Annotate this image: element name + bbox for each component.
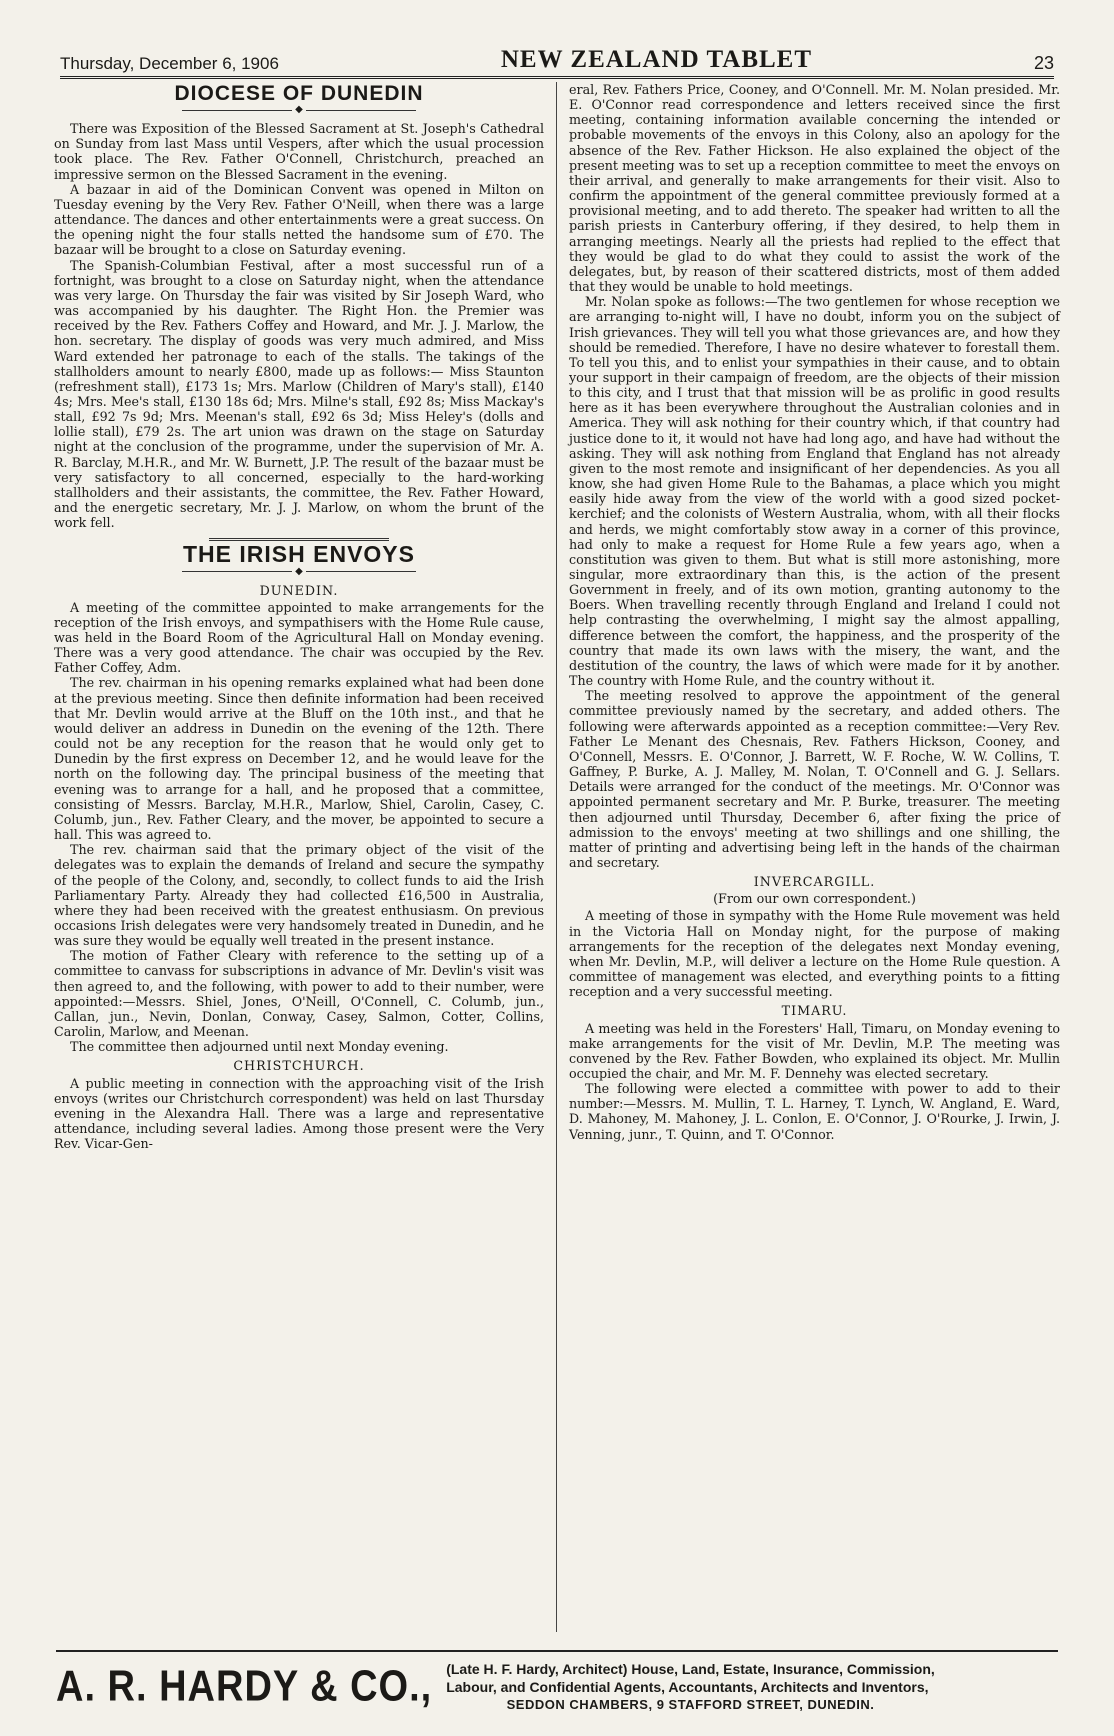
- dunedin-heading: DUNEDIN.: [259, 582, 339, 598]
- timaru-heading: TIMARU.: [781, 1003, 848, 1019]
- timaru-paragraph-1: A meeting was held in the Foresters' Hall, Timaru, on Monday evening to make arrangements for the visit of Mr. Devlin, M.P. The meeting was convened by the Rev. Father Bowden, who explained its object. Mr. Mullin occupied the chair, and Mr. M. F. Dennehy was elected secretary.: [569, 1020, 1060, 1081]
- issue-date: Thursday, December 6, 1906: [60, 54, 279, 73]
- advert-brand: A. R. HARDY & CO.,: [56, 1662, 433, 1711]
- article-columns: [42, 82, 1072, 1632]
- page-header: [60, 40, 1054, 79]
- dunedin-paragraph-4: The motion of Father Cleary with reference to the setting up of a committee to canvass for subscriptions in advance of Mr. Devlin's visit was then agreed to, and the following, with power to add to their number, were appointed:—Messrs. Shiel, Jones, O'Neill, O'Connell, C. Columb, jun., Callan, jun., Nevin, Donlan, Conway, Casey, Salmon, Cotter, Collins, Carolin, Marlow, and Meenan.: [54, 948, 544, 1040]
- masthead: NEW ZEALAND TABLET: [500, 46, 813, 73]
- christchurch-heading: CHRISTCHURCH.: [233, 1058, 365, 1074]
- right-column: [557, 82, 1072, 1632]
- advert-line-2: Labour, and Confidential Agents, Accountants, Architects and Inventors,: [446, 1679, 929, 1695]
- dunedin-paragraph-1: A meeting of the committee appointed to make arrangements for the reception of the Irish envoys, and sympathisers with the Home Rule cause, was held in the Board Room of the Agricultural Hall on Monday evening. There was a very good attendance. The chair was occupied by the Rev. Father Coffey, Adm.: [54, 599, 544, 676]
- invercargill-heading: INVERCARGILL.: [753, 874, 876, 890]
- nolan-speech-paragraph: Mr. Nolan spoke as follows:—The two gentlemen for whose reception we are arranging to-night will, I have no doubt, inform you on the subject of Irish grievances. They will tell you what those grievances are, and how they should be remedied. Therefore, I have no desire whatever to forestall them. To tell you this, and to enlist your sympathies in their cause, and to obtain your support in their campaign of freedom, are the objects of their mission to this city, and I trust that that mission will be as prolific in good results here as it has been everywhere throughout the Australian colonies and in America. They will ask nothing for their country which, if that country had justice done to it, it would not have had long ago, and have had without the asking. They will ask nothing from England that England has not already given to the most remote and insignificant of her dependencies. As you all know, she had given Home Rule to the Bahamas, a place which you might easily hide away from the view of the world with a good sized pocket-kerchief; and the colonists of Western Australia, whom, with all their flocks and herds, we might comfortably stow away in a corner of this province, had only to make a request for Home Rule a few years ago, when a constitution was given to them. But what is still more astonishing, more singular, more extraordinary than this, is the action of the present Government in freely, and of its own motion, granting autonomy to the Boers. When travelling recently through England and Ireland I could not help contrasting the overwhelming, I might say the almost appalling, difference between the comfort, the happiness, and the prosperity of the country that made its own laws with the misery, the want, and the destitution of the country, the laws of which were made for it by another. The country with Home Rule, and the country without it.: [569, 294, 1060, 689]
- dunedin-paragraph-3: The rev. chairman said that the primary object of the visit of the delegates was to explain the demands of Ireland and secure the sympathy of the people of the Colony, and, secondly, to collect funds to aid the Irish Parliamentary Party. Already they had collected £16,500 in Australia, where they had been received with the greatest enthusiasm. On previous occasions Irish delegates were very handsomely treated in Dunedin, and he was sure they would be equally well treated in the present instance.: [54, 842, 544, 949]
- diocese-paragraph-2: A bazaar in aid of the Dominican Convent was opened in Milton on Tuesday evening by the Very Rev. Father O'Neill, when there was a large attendance. The dances and other entertainments were a great success. On the opening night the four stalls netted the handsome sum of £70. The bazaar will be brought to a close on Saturday evening.: [54, 181, 544, 258]
- committee-paragraph: The meeting resolved to approve the appointment of the general committee previously named by the secretary, and added others. The following were afterwards appointed as a reception committee:—Very Rev. Father Le Menant des Chesnais, Rev. Fathers Hickson, Cooney, and O'Connell, Messrs. E. O'Connor, J. Barrett, W. F. Roche, W. W. Collins, T. Gaffney, P. Burke, A. J. Malley, M. Nolan, T. O'Connell and G. J. Sellars. Details were arranged for the conduct of the meetings. Mr. O'Connor was appointed permanent secretary and Mr. P. Burke, treasurer. The meeting then adjourned until Thursday, December 6, after fixing the price of admission to the envoys' meeting at two shillings and one shilling, the matter of printing and advertising being left in the hands of the chairman and secretary.: [569, 688, 1060, 870]
- advert-line-1: (Late H. F. Hardy, Architect) House, Land, Estate, Insurance, Commission,: [446, 1661, 935, 1677]
- christchurch-continued-paragraph: eral, Rev. Fathers Price, Cooney, and O'Connell. Mr. M. Nolan presided. Mr. E. O'Connor read correspondence and letters received since the first meeting, containing information available concerning the intended or probable movements of the envoys in this Colony, also an apology for the absence of the Rev. Father Hickson. He also explained the object of the present meeting was to set up a reception committee to meet the envoys on their arrival, and generally to make arrangements for their visit. Also to confirm the appointment of the general committee previously formed at a provisional meeting, and to add thereto. The speaker had written to all the parish priests in Canterbury offering, if they desired, to help them in arranging meetings. Nearly all the priests had replied to the effect that they would be glad to do what they could to assist the work of the delegates, but, by reason of their scattered districts, most of them added that they would be unable to hold meetings.: [569, 82, 1060, 295]
- diocese-paragraph-3: The Spanish-Columbian Festival, after a most successful run of a fortnight, was brought to a close on Saturday night, when the attendance was very large. On Thursday the fair was visited by Sir Joseph Ward, who was accompanied by his daughter. The Right Hon. the Premier was received by the Rev. Fathers Coffey and Howard, and Mr. J. J. Marlow, the hon. secretary. The display of goods was very much admired, and Miss Ward extended her patronage to each of the stalls. The takings of the stallholders amount to nearly £800, made up as follows:— Miss Staunton (refreshment stall), £173 1s; Mrs. Marlow (Children of Mary's stall), £140 4s; Mrs. Mee's stall, £130 18s 6d; Mrs. Milne's stall, £92 8s; Miss Mackay's stall, £92 7s 9d; Mrs. Meenan's stall, £92 6s 3d; Miss Heley's (dolls and lollie stall), £79 2s. The art union was drawn on the stage on Saturday night at the conclusion of the programme, under the supervision of Mr. A. R. Barclay, M.H.R., and Mr. W. Burnett, J.P. The result of the bazaar must be very satisfactory to all concerned, especially to the hard-working stallholders and their assistants, the committee, the Rev. Father Howard, and the energetic secretary, Mr. J. J. Marlow, on whom the brunt of the work fell.: [54, 257, 544, 531]
- left-column: [42, 82, 557, 1632]
- envoys-title: THE IRISH ENVOYS: [183, 541, 415, 568]
- diocese-title: DIOCESE OF DUNEDIN: [174, 82, 424, 105]
- advert-address: SEDDON CHAMBERS, 9 STAFFORD STREET, DUNEDIN.: [506, 1697, 875, 1712]
- christchurch-paragraph-1: A public meeting in connection with the approaching visit of the Irish envoys (writes our Christchurch correspondent) was held on last Thursday evening in the Alexandra Hall. There was a large and representative attendance, including several ladies. Among those present were the Very Rev. Vicar-Gen-: [54, 1075, 544, 1152]
- title-ornament: ◆: [54, 105, 544, 115]
- title-ornament: ◆: [54, 567, 544, 577]
- page-number: 23: [1033, 53, 1054, 73]
- timaru-paragraph-2: The following were elected a committee with power to add to their number:—Messrs. M. Mullin, T. L. Harney, T. Lynch, W. Angland, E. Ward, D. Mahoney, M. Mahoney, J. L. Conlon, E. O'Connor, J. O'Rourke, J. Irwin, J. Venning, junr., T. Quinn, and T. O'Connor.: [569, 1081, 1060, 1142]
- advertisement-banner: [56, 1650, 1058, 1722]
- diocese-paragraph-1: There was Exposition of the Blessed Sacrament at St. Joseph's Cathedral on Sunday from last Mass until Vespers, after which the usual procession took place. The Rev. Father O'Connell, Christchurch, preached an impressive sermon on the Blessed Sacrament in the evening.: [54, 121, 544, 182]
- invercargill-paragraph-1: A meeting of those in sympathy with the Home Rule movement was held in the Victoria Hall on Monday night, for the purpose of making arrangements for the reception of the delegates next Monday evening, when Mr. Devlin, M.P., will deliver a lecture on the Home Rule question. A committee of management was elected, and everything points to a fitting reception and a very successful meeting.: [569, 908, 1060, 1000]
- dunedin-paragraph-2: The rev. chairman in his opening remarks explained what had been done at the previous meeting. Since then definite information had been received that Mr. Devlin would arrive at the Bluff on the 10th inst., and that he would deliver an address in Dunedin on the evening of the 12th. There could not be any reception for the reason that he would only get to Dunedin by the first express on December 12, and he would leave for the north on the following day. The principal business of the meeting that evening was to arrange for a hall, and he proposed that a committee, consisting of Messrs. Barclay, M.H.R., Marlow, Shiel, Carolin, Casey, C. Columb, jun., Rev. Father Cleary, and the mover, be appointed to secure a hall. This was agreed to.: [54, 675, 544, 843]
- dunedin-paragraph-5: The committee then adjourned until next Monday evening.: [70, 1039, 449, 1055]
- advert-details: [446, 1660, 935, 1714]
- invercargill-byline: (From our own correspondent.): [713, 891, 916, 907]
